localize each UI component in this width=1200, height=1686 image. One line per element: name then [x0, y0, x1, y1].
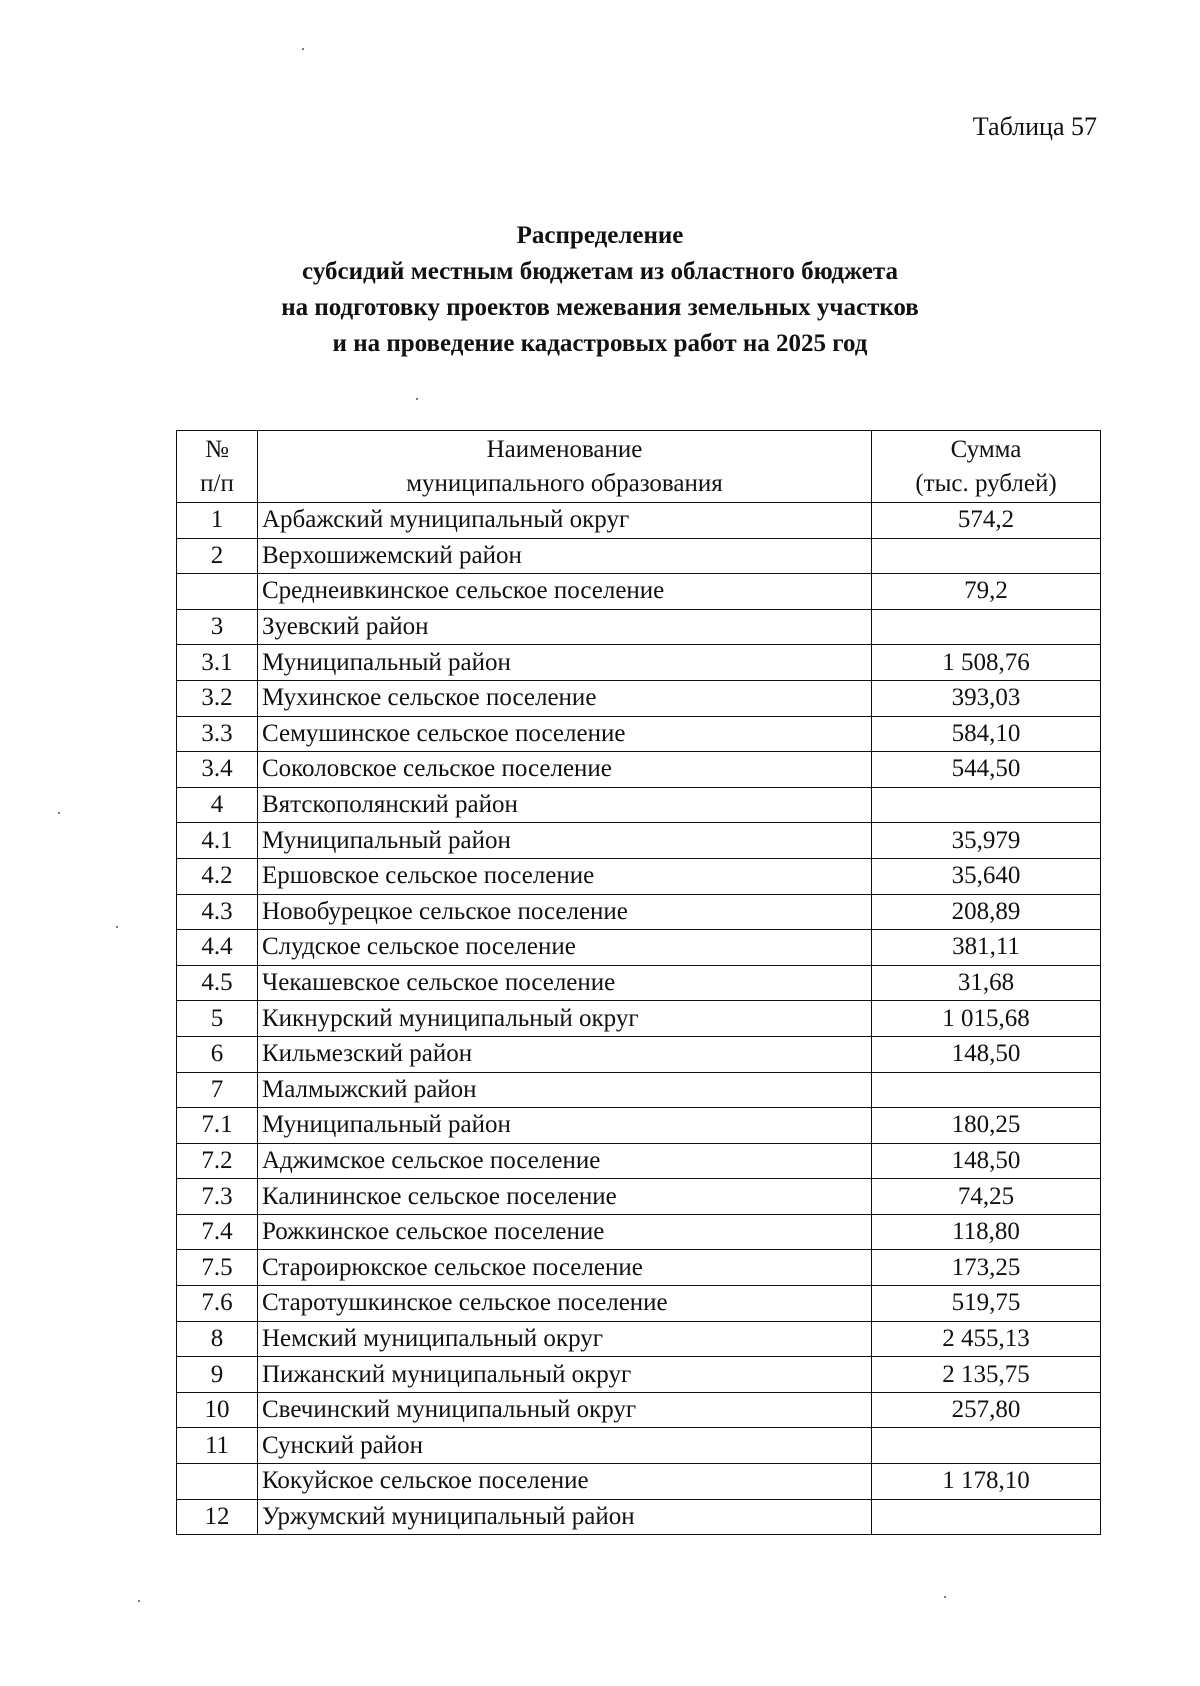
- row-number-cell: 12: [177, 1499, 258, 1535]
- row-number-cell: 4.5: [177, 965, 258, 1001]
- table-row: [177, 1464, 1101, 1500]
- table-row: [177, 1072, 1101, 1108]
- table-row: [177, 1179, 1101, 1215]
- table-row: [177, 538, 1101, 574]
- row-name-cell: Вятскополянский район: [258, 787, 872, 823]
- row-name-cell: Аджимское сельское поселение: [258, 1143, 872, 1179]
- row-name-cell: Рожкинское сельское поселение: [258, 1214, 872, 1250]
- row-number-cell: 2: [177, 538, 258, 574]
- table-row: [177, 787, 1101, 823]
- row-sum-cell: [872, 538, 1101, 574]
- scan-speck: [138, 1600, 140, 1602]
- row-sum-cell: 1 178,10: [872, 1464, 1101, 1500]
- header-sum: [872, 431, 1101, 503]
- row-sum-cell: 148,50: [872, 1036, 1101, 1072]
- row-name-cell: Муниципальный район: [258, 823, 872, 859]
- row-name-cell: Староирюкское сельское поселение: [258, 1250, 872, 1286]
- table-row: [177, 752, 1101, 788]
- row-sum-cell: [872, 1072, 1101, 1108]
- row-name-cell: Свечинский муниципальный округ: [258, 1392, 872, 1428]
- header-name-line-2: муниципального образования: [406, 469, 723, 497]
- title-line-1: Распределение: [516, 222, 684, 249]
- table-body: [177, 503, 1101, 1535]
- row-sum-cell: 79,2: [872, 574, 1101, 610]
- row-name-cell: Кокуйское сельское поселение: [258, 1464, 872, 1500]
- row-name-cell: Соколовское сельское поселение: [258, 752, 872, 788]
- row-number-cell: 3.1: [177, 645, 258, 681]
- row-name-cell: Кикнурский муниципальный округ: [258, 1001, 872, 1037]
- table-row: [177, 1499, 1101, 1535]
- header-number-line-1: №: [205, 435, 229, 463]
- header-name-line-1: Наименование: [486, 435, 643, 463]
- row-sum-cell: 173,25: [872, 1250, 1101, 1286]
- table-row: [177, 1392, 1101, 1428]
- scan-speck: [302, 48, 304, 50]
- row-sum-cell: [872, 787, 1101, 823]
- row-name-cell: Сунский район: [258, 1428, 872, 1464]
- table-row: [177, 1321, 1101, 1357]
- row-sum-cell: 148,50: [872, 1143, 1101, 1179]
- row-sum-cell: 208,89: [872, 894, 1101, 930]
- subsidy-distribution-table: [176, 430, 1101, 1535]
- table-row: [177, 930, 1101, 966]
- row-number-cell: 7: [177, 1072, 258, 1108]
- row-name-cell: Слудское сельское поселение: [258, 930, 872, 966]
- table-row: [177, 1428, 1101, 1464]
- table-row: [177, 858, 1101, 894]
- table-row: [177, 609, 1101, 645]
- table-row: [177, 1250, 1101, 1286]
- row-number-cell: 3: [177, 609, 258, 645]
- header-number-line-2: п/п: [200, 469, 234, 497]
- row-name-cell: Пижанский муниципальный округ: [258, 1357, 872, 1393]
- row-name-cell: Мухинское сельское поселение: [258, 680, 872, 716]
- table-row: [177, 1214, 1101, 1250]
- header-sum-line-1: Сумма: [950, 435, 1022, 463]
- row-name-cell: Старотушкинское сельское поселение: [258, 1286, 872, 1322]
- row-name-cell: Муниципальный район: [258, 1108, 872, 1144]
- title-line-4: и на проведение кадастровых работ на 2025 год: [332, 330, 868, 357]
- scan-speck: [416, 398, 418, 400]
- row-name-cell: Верхошижемский район: [258, 538, 872, 574]
- row-number-cell: 6: [177, 1036, 258, 1072]
- row-sum-cell: [872, 609, 1101, 645]
- document-title: [0, 218, 1200, 362]
- row-number-cell: 3.3: [177, 716, 258, 752]
- row-sum-cell: 393,03: [872, 680, 1101, 716]
- row-name-cell: Среднеивкинское сельское поселение: [258, 574, 872, 610]
- table-row: [177, 1036, 1101, 1072]
- row-number-cell: 7.4: [177, 1214, 258, 1250]
- table-row: [177, 894, 1101, 930]
- row-sum-cell: 2 135,75: [872, 1357, 1101, 1393]
- scan-speck: [58, 812, 60, 814]
- row-name-cell: Зуевский район: [258, 609, 872, 645]
- row-number-cell: 7.6: [177, 1286, 258, 1322]
- row-name-cell: Немский муниципальный округ: [258, 1321, 872, 1357]
- table-row: [177, 1143, 1101, 1179]
- table-row: [177, 574, 1101, 610]
- header-sum-line-2: (тыс. рублей): [915, 469, 1057, 497]
- row-number-cell: [177, 1464, 258, 1500]
- row-number-cell: 9: [177, 1357, 258, 1393]
- row-name-cell: Муниципальный район: [258, 645, 872, 681]
- row-sum-cell: [872, 1428, 1101, 1464]
- row-sum-cell: 584,10: [872, 716, 1101, 752]
- row-number-cell: 7.1: [177, 1108, 258, 1144]
- row-name-cell: Чекашевское сельское поселение: [258, 965, 872, 1001]
- table-row: [177, 965, 1101, 1001]
- row-name-cell: Новобурецкое сельское поселение: [258, 894, 872, 930]
- table-row: [177, 823, 1101, 859]
- table-row: [177, 1357, 1101, 1393]
- row-sum-cell: 381,11: [872, 930, 1101, 966]
- table-row: [177, 1001, 1101, 1037]
- table-row: [177, 645, 1101, 681]
- row-name-cell: Уржумский муниципальный район: [258, 1499, 872, 1535]
- row-number-cell: 5: [177, 1001, 258, 1037]
- row-number-cell: 3.4: [177, 752, 258, 788]
- row-sum-cell: 74,25: [872, 1179, 1101, 1215]
- header-number: [177, 431, 258, 503]
- row-sum-cell: 31,68: [872, 965, 1101, 1001]
- table-row: [177, 1108, 1101, 1144]
- row-sum-cell: 544,50: [872, 752, 1101, 788]
- row-sum-cell: 1 508,76: [872, 645, 1101, 681]
- row-number-cell: 1: [177, 503, 258, 539]
- table-row: [177, 680, 1101, 716]
- row-sum-cell: [872, 1499, 1101, 1535]
- row-number-cell: 4: [177, 787, 258, 823]
- row-number-cell: 4.1: [177, 823, 258, 859]
- row-sum-cell: 35,640: [872, 858, 1101, 894]
- row-number-cell: 7.5: [177, 1250, 258, 1286]
- row-name-cell: Арбажский муниципальный округ: [258, 503, 872, 539]
- row-name-cell: Калининское сельское поселение: [258, 1179, 872, 1215]
- row-number-cell: 7.2: [177, 1143, 258, 1179]
- title-line-3: на подготовку проектов межевания земельных участков: [281, 294, 919, 321]
- row-number-cell: 11: [177, 1428, 258, 1464]
- row-sum-cell: 1 015,68: [872, 1001, 1101, 1037]
- table-row: [177, 503, 1101, 539]
- row-sum-cell: 519,75: [872, 1286, 1101, 1322]
- row-name-cell: Ершовское сельское поселение: [258, 858, 872, 894]
- table-row: [177, 1286, 1101, 1322]
- row-number-cell: 7.3: [177, 1179, 258, 1215]
- scan-speck: [116, 926, 118, 928]
- row-name-cell: Малмыжский район: [258, 1072, 872, 1108]
- row-sum-cell: 118,80: [872, 1214, 1101, 1250]
- row-sum-cell: 257,80: [872, 1392, 1101, 1428]
- row-number-cell: 4.2: [177, 858, 258, 894]
- table-header-row: [177, 431, 1101, 503]
- row-number-cell: 4.4: [177, 930, 258, 966]
- row-sum-cell: 574,2: [872, 503, 1101, 539]
- row-sum-cell: 180,25: [872, 1108, 1101, 1144]
- title-line-2: субсидий местным бюджетам из областного бюджета: [302, 258, 898, 285]
- header-name: [258, 431, 872, 503]
- row-number-cell: 4.3: [177, 894, 258, 930]
- row-number-cell: 8: [177, 1321, 258, 1357]
- row-number-cell: [177, 574, 258, 610]
- row-name-cell: Семушинское сельское поселение: [258, 716, 872, 752]
- row-number-cell: 3.2: [177, 680, 258, 716]
- scan-speck: [944, 1596, 946, 1598]
- row-name-cell: Кильмезский район: [258, 1036, 872, 1072]
- row-sum-cell: 35,979: [872, 823, 1101, 859]
- table-row: [177, 716, 1101, 752]
- row-number-cell: 10: [177, 1392, 258, 1428]
- row-sum-cell: 2 455,13: [872, 1321, 1101, 1357]
- table-number-label: Таблица 57: [972, 112, 1097, 141]
